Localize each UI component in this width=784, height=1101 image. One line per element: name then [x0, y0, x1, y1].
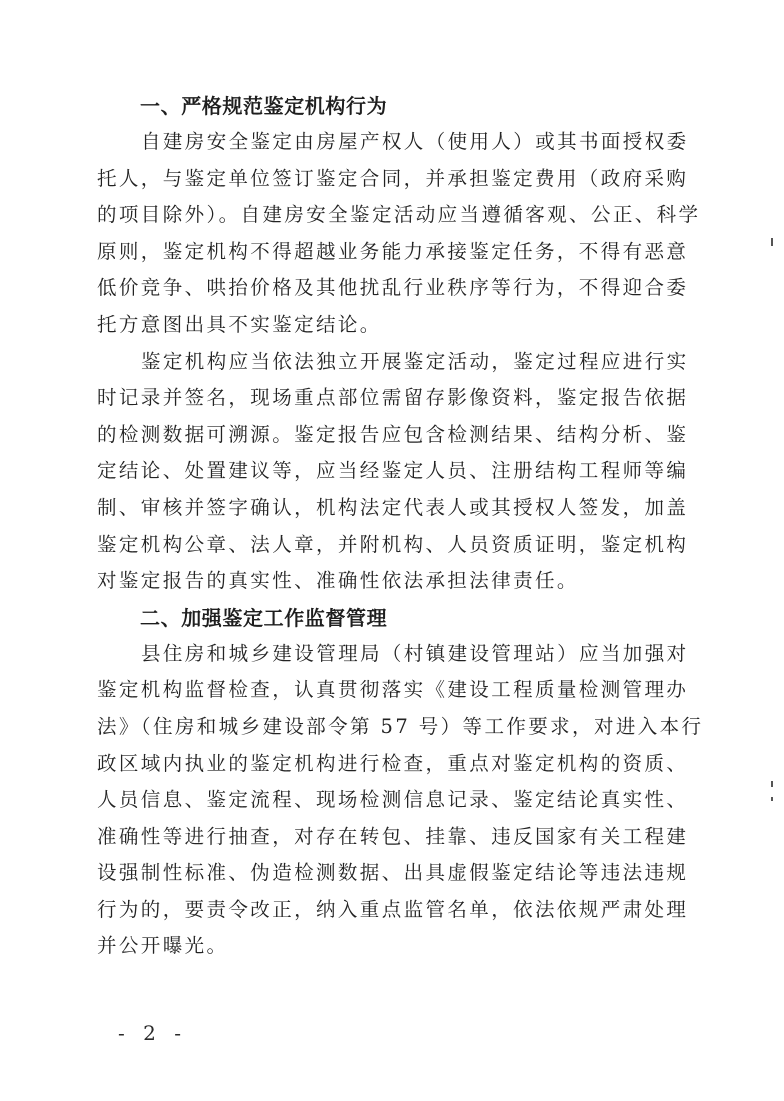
text-line: 鉴定机构公章、法人章，并附机构、人员资质证明，鉴定机构 — [97, 532, 689, 556]
text-line: 自建房安全鉴定由房屋产权人（使用人）或其书面授权委 — [141, 130, 689, 153]
text-line: 准确性等进行抽查，对存在转包、挂靠、违反国家有关工程建 — [97, 824, 689, 848]
text-line: 法》（住房和城乡建设部令第 57 号）等工作要求，对进入本行 — [97, 714, 704, 738]
text-line: 时记录并签名，现场重点部位需留存影像资料，鉴定报告依据 — [97, 386, 689, 410]
text-line: 政区域内执业的鉴定机构进行检查，重点对鉴定机构的资质、 — [97, 751, 689, 775]
section-heading: 一、严格规范鉴定机构行为 — [140, 94, 388, 118]
section-heading: 二、加强鉴定工作监督管理 — [140, 605, 388, 630]
paragraph — [97, 124, 701, 344]
text-line: 鉴定机构应当依法独立开展鉴定活动，鉴定过程应进行实 — [141, 349, 689, 373]
page-number: - 2 - — [118, 1021, 187, 1045]
text-line: 行为的，要责令改正，纳入重点监管名单，依法依规严肃处理 — [97, 897, 689, 921]
paragraph — [97, 636, 704, 965]
text-line: 托人，与鉴定单位签订鉴定合同，并承担鉴定费用（政府采购 — [97, 166, 689, 190]
text-line: 并公开曝光。 — [97, 934, 229, 958]
text-line: 设强制性标准、伪造检测数据、出具虚假鉴定结论等违法违规 — [97, 861, 689, 885]
text-line: 人员信息、鉴定流程、现场检测信息记录、鉴定结论真实性、 — [97, 788, 689, 812]
paragraph — [97, 344, 697, 600]
scan-mark — [771, 781, 773, 787]
text-line: 的项目除外）。自建房安全鉴定活动应当遵循客观、公正、科学 — [97, 203, 701, 227]
text-line: 低价竞争、哄抬价格及其他扰乱行业秩序等行为，不得迎合委 — [97, 276, 689, 300]
text-line: 原则，鉴定机构不得超越业务能力承接鉴定任务，不得有恶意 — [97, 239, 689, 263]
text-line: 定结论、处置建议等，应当经鉴定人员、注册结构工程师等编 — [97, 459, 689, 483]
text-line: 鉴定机构监督检查，认真贯彻落实《建设工程质量检测管理办 — [97, 678, 689, 702]
text-line: 的检测数据可溯源。鉴定报告应包含检测结果、结构分析、鉴 — [97, 422, 689, 446]
text-line: 制、审核并签字确认，机构法定代表人或其授权人签发，加盖 — [97, 495, 689, 519]
text-line: 对鉴定报告的真实性、准确性依法承担法律责任。 — [97, 569, 579, 593]
text-line: 托方意图出具不实鉴定结论。 — [97, 312, 382, 336]
text-line: 县住房和城乡建设管理局（村镇建设管理站）应当加强对 — [141, 641, 689, 665]
scan-mark — [771, 238, 773, 246]
document-body — [97, 88, 704, 965]
scan-mark — [771, 797, 773, 801]
